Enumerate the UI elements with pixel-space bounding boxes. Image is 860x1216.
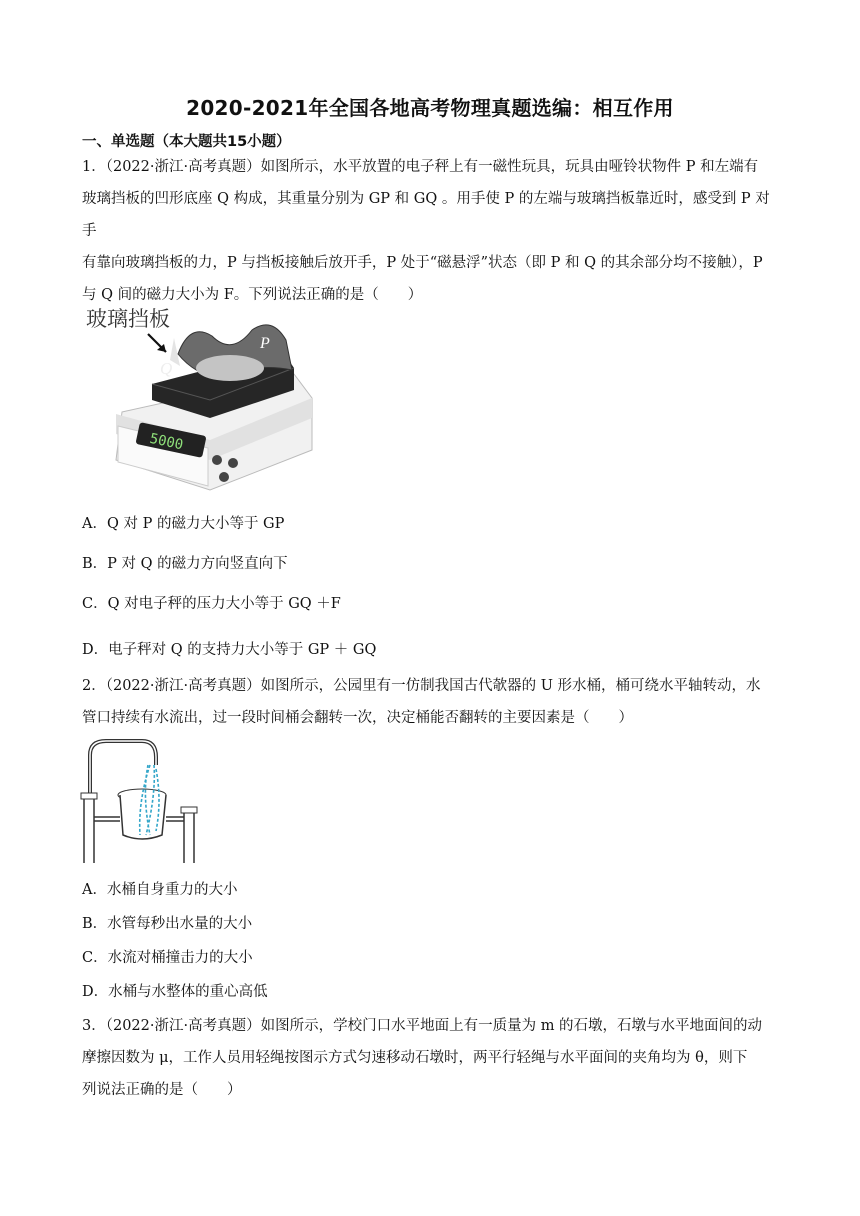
question-1-stem [82, 151, 780, 311]
page-title: 2020-2021年全国各地高考物理真题选编：相互作用 [186, 96, 674, 120]
section-heading: 一、单选题（本大题共15小题） [82, 134, 291, 150]
scale-figure [82, 300, 322, 495]
q1-line: 玻璃挡板的凹形底座 Q 构成，其重量分别为 GP 和 GQ 。用手使 P 的左端与玻璃挡板靠近时，感受到 P 对手 [82, 191, 770, 239]
q2-option-b: B．水管每秒出水量的大小 [82, 916, 253, 932]
question-3-stem [82, 1010, 780, 1106]
q1-option-b: B．P 对 Q 的磁力方向竖直向下 [82, 556, 288, 572]
q3-line: 列说法正确的是（ ） [82, 1082, 242, 1098]
q2-line: 2．（2022·浙江·高考真题）如图所示，公园里有一仿制我国古代欹器的 U 形水桶，桶可绕水平轴转动，水 [82, 678, 761, 694]
figure-callout-label: 玻璃挡板 [86, 307, 170, 331]
scale-display: 5000 [148, 430, 185, 454]
q1-option-c: C．Q 对电子秤的压力大小等于 GQ ＋F [82, 596, 341, 612]
q2-option-c: C．水流对桶撞击力的大小 [82, 950, 253, 966]
q2-option-d: D．水桶与水整体的重心高低 [82, 984, 268, 1000]
figure-label-q: Q [160, 359, 173, 378]
q1-option-a: A．Q 对 P 的磁力大小等于 GP [82, 516, 285, 532]
q2-option-a: A．水桶自身重力的大小 [82, 882, 238, 898]
question-2-stem [82, 670, 780, 734]
q1-option-d: D．电子秤对 Q 的支持力大小等于 GP ＋ GQ [82, 642, 377, 658]
figure-label-p: P [260, 335, 270, 352]
q3-line: 3．（2022·浙江·高考真题）如图所示，学校门口水平地面上有一质量为 m 的石墩，石墩与水平地面间的动 [82, 1018, 763, 1034]
q1-line: 与 Q 间的磁力大小为 F。下列说法正确的是（ ） [82, 287, 423, 303]
bucket-figure [80, 735, 210, 867]
q2-line: 管口持续有水流出，过一段时间桶会翻转一次，决定桶能否翻转的主要因素是（ ） [82, 710, 633, 726]
q1-line: 有靠向玻璃挡板的力，P 与挡板接触后放开手，P 处于“磁悬浮”状态（即 P 和 Q 的其余部分均不接触），P [82, 255, 763, 271]
q3-line: 摩擦因数为 μ，工作人员用轻绳按图示方式匀速移动石墩时，两平行轻绳与水平面间的夹角均为 θ，则下 [82, 1050, 748, 1066]
q1-line: 1．（2022·浙江·高考真题）如图所示，水平放置的电子秤上有一磁性玩具，玩具由哑铃状物件 P 和左端有 [82, 159, 759, 175]
